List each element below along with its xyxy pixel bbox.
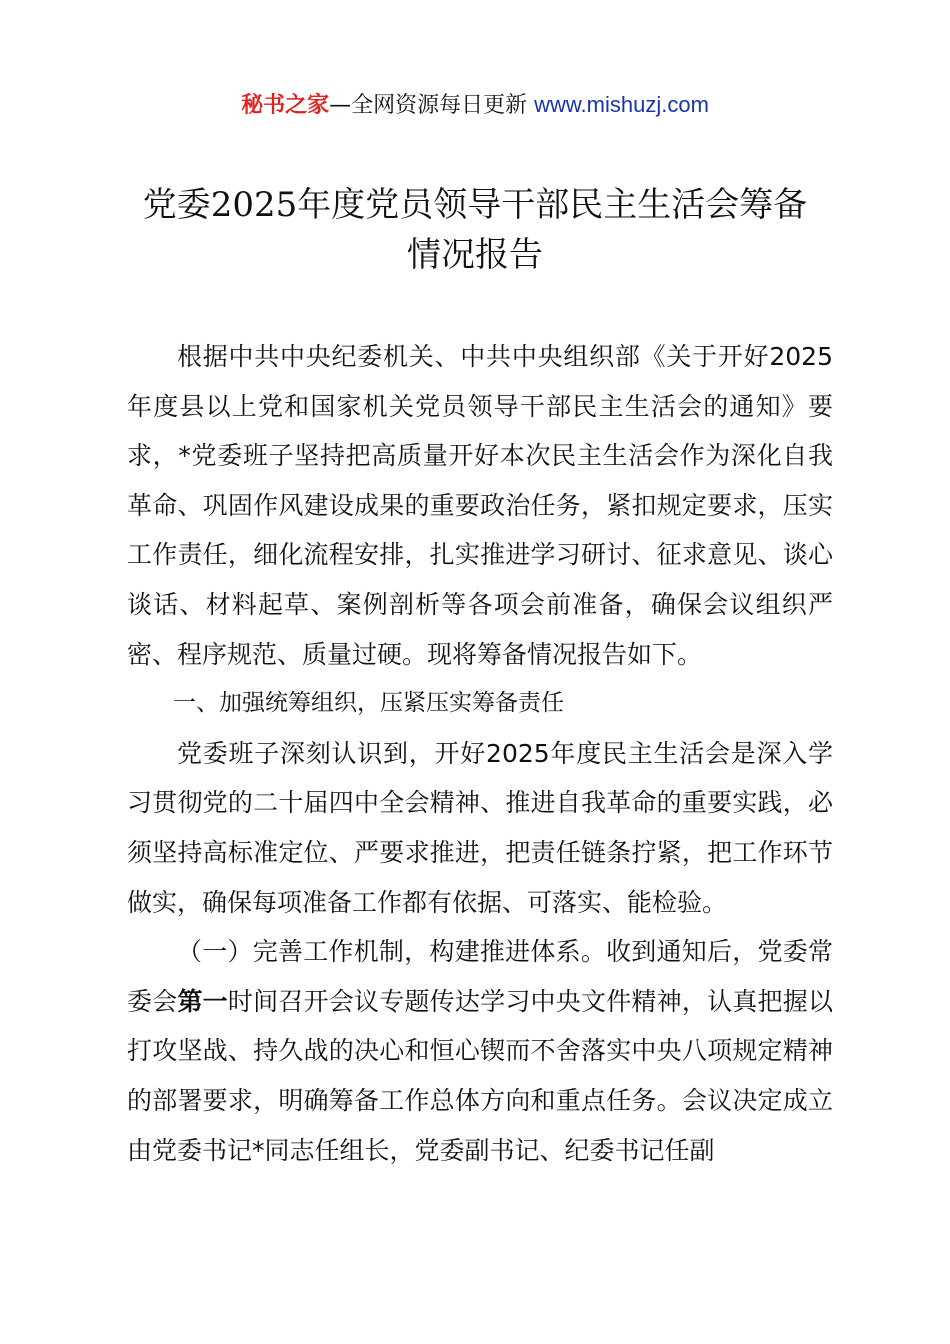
intro-paragraph: 根据中共中央纪委机关、中共中央组织部《关于开好2025年度县以上党和国家机关党员领导干部民主生活会的通知》要求，*党委班子坚持把高质量开好本次民主生活会作为深化自我革命、巩固作风建设成果的重要政治任务，紧扣规定要求，压实工作责任，细化流程安排，扎实推进学习研讨、征求意见、谈心谈话、材料起草、案例剖析等各项会前准备，确保会议组织严密、程序规范、质量过硬。现将筹备情况报告如下。 xyxy=(127,342,833,669)
subsection-1-bold-text: 第一 xyxy=(177,986,228,1016)
title-line-2: 情况报告 xyxy=(407,235,543,275)
banner-tagline: —全网资源每日更新 xyxy=(329,93,528,118)
subsection-1-paragraph xyxy=(127,927,833,1175)
site-url-link[interactable]: www.mishuzj.com xyxy=(534,92,709,117)
site-banner xyxy=(0,88,950,123)
document-body xyxy=(127,332,833,1175)
document-title xyxy=(100,180,850,280)
subsection-1-prefix: （一）完善工作机制，构建推进体系。收到通知后，党委常委会 xyxy=(127,937,833,1016)
subsection-1-rest: 时间召开会议专题传达学习中央文件精神，认真把握以打攻坚战、持久战的决心和恒心锲而不舍落实中央八项规定精神的部署要求，明确筹备工作总体方向和重点任务。会议决定成立由党委书记*同志任组长，党委副书记、纪委书记任副 xyxy=(127,986,833,1165)
section-1-paragraph: 党委班子深刻认识到，开好2025年度民主生活会是深入学习贯彻党的二十届四中全会精神、推进自我革命的重要实践，必须坚持高标准定位、严要求推进，把责任链条拧紧，把工作环节做实，确保每项准备工作都有依据、可落实、能检验。 xyxy=(127,738,833,917)
title-line-1: 党委2025年度党员领导干部民主生活会筹备 xyxy=(142,185,808,225)
brand-name: 秘书之家 xyxy=(241,93,330,118)
section-1-heading: 一、加强统筹组织，压紧压实筹备责任 xyxy=(173,690,564,717)
